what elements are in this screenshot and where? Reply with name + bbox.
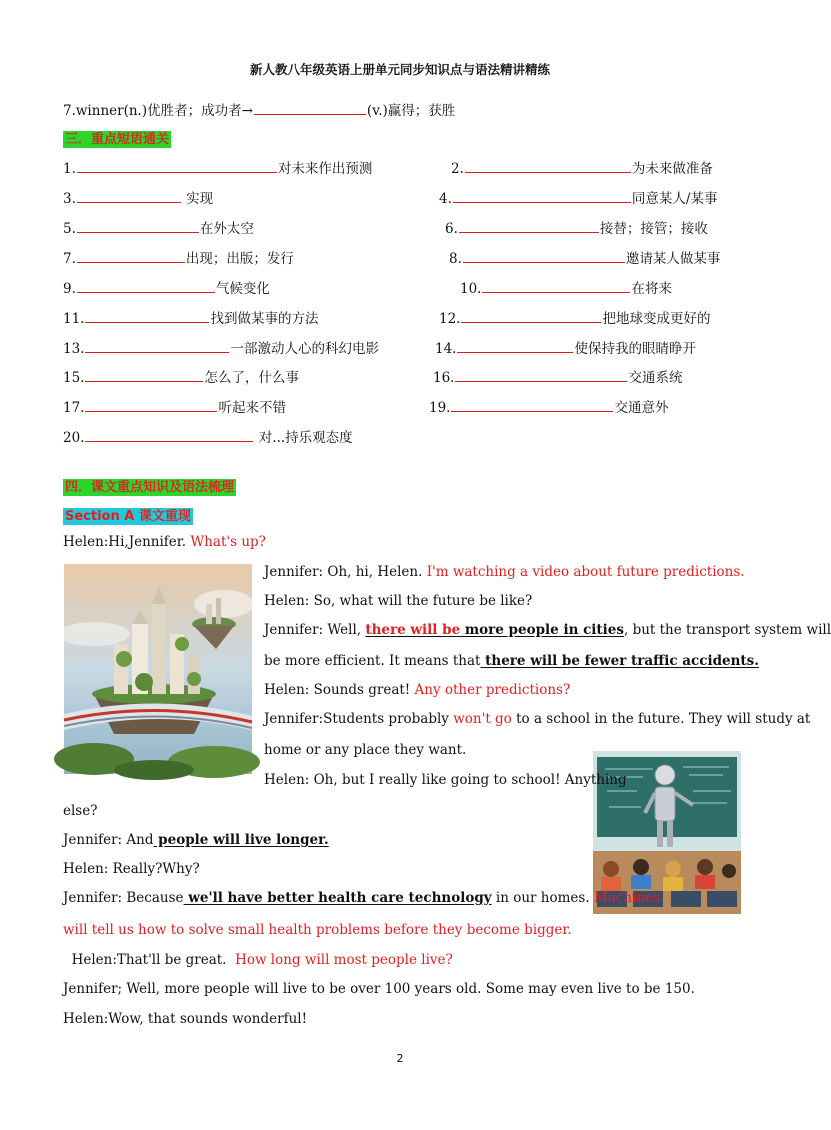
dialogue-line: Helen: Sounds great! Any other predictions? [264,682,571,698]
answer-blank[interactable] [77,219,199,233]
page-number: 2 [396,1052,404,1065]
answer-blank[interactable] [85,368,203,382]
answer-blank[interactable] [77,189,181,203]
dialogue-line: home or any place they want. [264,742,467,758]
dialogue-line: be more efficient. It means that there will be fewer traffic accidents. [264,653,759,669]
phrase-item: 2. 为未来做准备 [451,161,713,177]
answer-blank[interactable] [85,398,217,412]
answer-blank[interactable] [254,101,366,115]
phrase-item: 1. 对未来作出预测 [63,161,373,177]
phrase-item: 7. 出现；出版；发行 [63,251,294,267]
answer-blank[interactable] [77,249,185,263]
dialogue-line: Jennifer: Well, there will be more people in cities, but the transport system will [264,622,831,638]
section-title: 重点短语通关 [91,132,170,147]
dialogue-line: Jennifer; Well, more people will live to be over 100 years old. Some may even live to be 150. [63,981,695,997]
phrase-item: 6. 接替；接管；接收 [445,221,708,237]
phrase-item: 8. 邀请某人做某事 [449,251,721,267]
answer-blank[interactable] [453,189,631,203]
futuristic-city-illustration [64,564,252,774]
dialogue-line: Helen:Wow, that sounds wonderful! [63,1011,308,1027]
answer-blank[interactable] [482,279,630,293]
vocab-prefix: 7.winner(n.)优胜者；成功者→ [63,103,253,119]
phrase-item: 4. 同意某人/某事 [439,191,718,207]
answer-blank[interactable] [451,398,613,412]
phrase-item: 9. 气候变化 [63,281,270,297]
phrase-item: 14. 使保持我的眼睛睁开 [435,341,696,357]
dialogue-line: Helen: Oh, but I really like going to school! Anything [264,772,627,788]
answer-blank[interactable] [463,249,625,263]
vocab-item-7 [63,99,455,119]
phrase-item: 12. 把地球变成更好的 [439,311,711,327]
phrase-item: 15. 怎么了，什么事 [63,370,299,386]
dialogue-line: Helen: So, what will the future be like? [264,593,533,609]
phrase-item: 20. 对...持乐观态度 [63,430,353,446]
phrase-item: 17. 听起来不错 [63,400,286,416]
section-a-heading [63,505,193,524]
section-three-heading: 三．重点短语通关 [65,132,170,147]
dialogue-line: Helen:That'll be great. How long will most people live? [63,952,453,968]
answer-blank[interactable] [77,159,277,173]
phrase-item: 5. 在外太空 [63,221,254,237]
answer-blank[interactable] [85,309,209,323]
dialogue-line: Jennifer:Students probably won't go to a school in the future. They will study at [264,711,811,727]
answer-blank[interactable] [77,279,215,293]
dialogue-line: Helen: Really?Why? [63,861,200,877]
phrase-item: 11. 找到做某事的方法 [63,311,319,327]
dialogue-line: Helen:Hi,Jennifer. What's up? [63,534,266,550]
dialogue-line: Jennifer: Oh, hi, Helen. I'm watching a video about future predictions. [264,564,745,580]
phrase-item: 16. 交通系统 [433,370,683,386]
phrase-item: 13. 一部激动人心的科幻电影 [63,341,379,357]
dialogue-line: Jennifer: Because we'll have better health care technology in our homes. Machines [63,890,660,906]
dialogue-line: Jennifer: And people will live longer. [63,832,329,848]
answer-blank[interactable] [85,428,253,442]
answer-blank[interactable] [457,339,573,353]
answer-blank[interactable] [459,219,599,233]
page-header-title: 新人教八年级英语上册单元同步知识点与语法精讲精练 [249,62,550,77]
answer-blank[interactable] [455,368,627,382]
answer-blank[interactable] [465,159,631,173]
dialogue-line: else? [63,803,98,819]
answer-blank[interactable] [461,309,601,323]
section-number: 三 [65,132,79,147]
phrase-item: 3. 实现 [63,191,214,207]
dialogue-line: will tell us how to solve small health problems before they become bigger. [63,922,572,938]
section-title: 四．课文重点知识及语法梳理 [65,480,235,495]
phrase-item: 19. 交通意外 [429,400,669,416]
section-four-heading [63,476,236,495]
phrase-item: 10. 在将来 [460,281,672,297]
section-title: Section A 课文重现 [65,509,191,524]
answer-blank[interactable] [85,339,229,353]
vocab-suffix: (v.)赢得；获胜 [366,103,456,119]
